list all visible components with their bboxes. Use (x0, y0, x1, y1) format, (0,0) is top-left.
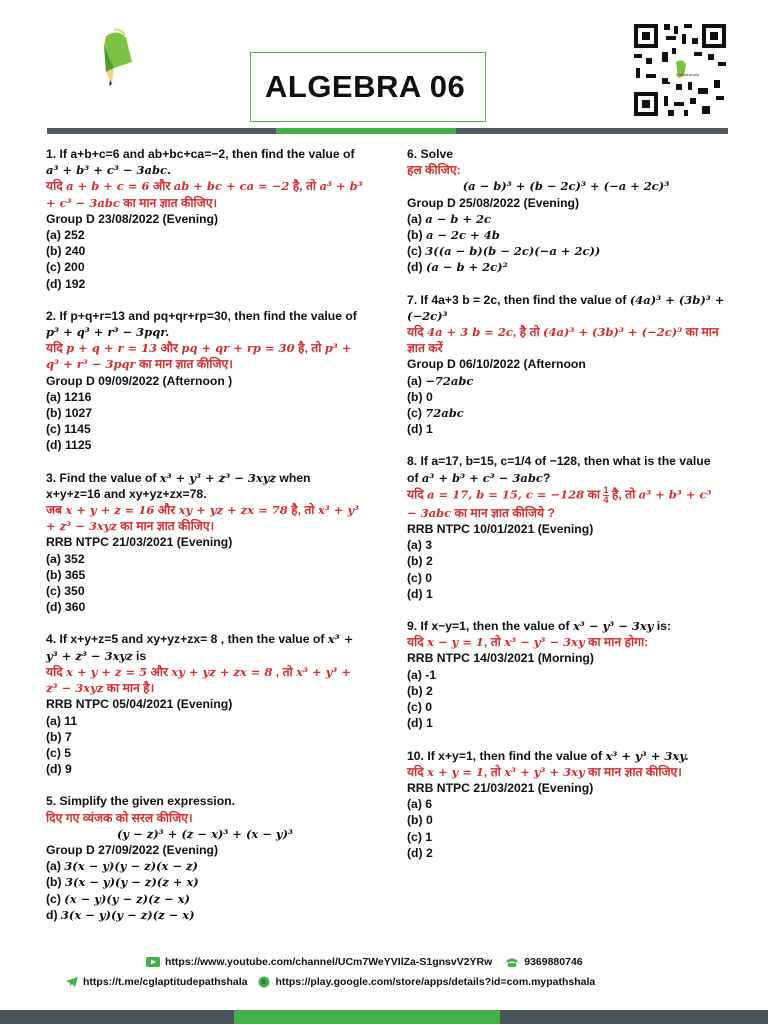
footer-line-2 (66, 976, 595, 988)
option: (d) 1125 (46, 438, 92, 453)
option: (a) 352 (46, 551, 85, 566)
exam-source: Group D 25/08/2022 (Evening) (407, 195, 580, 210)
qr-code-icon[interactable] (632, 22, 728, 118)
telegram-link[interactable]: https://t.me/cglaptitudepathshala (83, 976, 248, 988)
question-6 (407, 146, 725, 276)
footer-line-1 (146, 956, 583, 968)
question-text-en: 10. If x+y=1, then find the value of x³ + y³ + 3xy. (407, 748, 689, 763)
exam-source: RRB NTPC 14/03/2021 (Morning) (407, 651, 594, 666)
option: (c) 200 (46, 260, 85, 275)
globe-icon (258, 976, 270, 988)
option: (a) 3(x − y)(y − z)(x − z) (46, 859, 198, 874)
option: (d) 1 (407, 716, 433, 731)
telegram-icon (66, 977, 78, 987)
question-text-en: 6. Solve (407, 147, 454, 161)
youtube-icon (146, 957, 160, 967)
question-text-hi: यदि x + y = 1, तो x³ + y³ + 3xy का मान ज्ञात कीजिए। (407, 764, 682, 779)
option: (a) 1216 (46, 389, 92, 404)
question-text-hi: यदि a = 17, b = 15, c = −128 का $\frac{1}{4}$ है, तो a³ + b³ + c³ − 3abc का मान ज्ञात कीजिये ? (407, 484, 712, 520)
question-text-en: 4. If x+y+z=5 and xy+yz+zx= 8 , then the value of x³ + y³ + z³ − 3xyz is (46, 632, 354, 663)
question-text-en: 3. Find the value of x³ + y³ + z³ − 3xyz when x+y+z=16 and xy+yz+zx=78. (46, 470, 311, 501)
option: (c) 0 (407, 700, 433, 715)
option: (d) 360 (46, 600, 86, 615)
question-expression: (y − z)³ + (z − x)³ + (x − y)³ (116, 826, 294, 841)
fraction-one-fourth: $\frac{1}{4}$ (603, 484, 609, 505)
option: (d) 9 (46, 762, 72, 777)
option: (b) 2 (407, 554, 433, 569)
question-8 (407, 453, 725, 602)
question-text-en: 7. If 4a+3 b = 2c, then find the value of (4a)³ + (3b)³ + (−2c)³ (407, 292, 725, 323)
question-4 (46, 631, 364, 777)
option: (b) 3(x − y)(y − z)(z + x) (46, 875, 199, 890)
pencil-logo-icon (92, 28, 140, 92)
page-title: ALGEBRA 06 (265, 69, 466, 104)
option: (d) 1 (407, 422, 433, 437)
question-3 (46, 470, 364, 616)
exam-source: Group D 27/09/2022 (Evening) (46, 842, 219, 857)
option: (c) 1145 (46, 422, 91, 437)
option: (b) 7 (46, 729, 72, 744)
option: (a) 252 (46, 228, 85, 243)
question-9 (407, 618, 725, 731)
exam-source: RRB NTPC 21/03/2021 (Evening) (407, 780, 594, 795)
option: (b) 2 (407, 683, 433, 698)
option: (c) 72abc (407, 406, 464, 421)
question-text-en: 8. If a=17, b=15, c=1/4 of −128, then what is the value of a³ + b³ + c³ − 3abc? (407, 454, 711, 485)
left-column (46, 146, 364, 939)
phone-number[interactable]: 9369880746 (524, 956, 583, 968)
exam-source: Group D 09/09/2022 (Afternoon ) (46, 373, 233, 388)
option: (b) a − 2c + 4b (407, 228, 500, 243)
qr-caption: MyPathshala (676, 72, 700, 77)
right-column (407, 146, 725, 877)
option: (c) (x − y)(y − z)(z − x) (46, 891, 190, 906)
question-10 (407, 748, 725, 861)
question-text-en: 1. If a+b+c=6 and ab+bc+ca=−2, then find the value of a³ + b³ + c³ − 3abc. (46, 147, 355, 178)
question-7 (407, 292, 725, 438)
option: (a) -1 (407, 667, 437, 682)
question-text-hi: यदि a + b + c = 6 और ab + bc + ca = −2 है, तो a³ + b³ + c³ − 3abc का मान ज्ञात कीजिए। (46, 179, 363, 210)
phone-icon (505, 957, 519, 967)
option: (b) 0 (407, 389, 433, 404)
option: d) 3(x − y)(y − z)(z − x) (46, 907, 195, 922)
option: (b) 240 (46, 244, 86, 259)
question-text-en: 2. If p+q+r=13 and pq+qr+rp=30, then find the value of p³ + q³ + r³ − 3pqr. (46, 308, 357, 340)
exam-source: Group D 23/08/2022 (Evening) (46, 211, 219, 226)
question-1 (46, 146, 364, 292)
question-text-en: 5. Simplify the given expression. (46, 794, 235, 809)
exam-source: RRB NTPC 05/04/2021 (Evening) (46, 697, 233, 712)
option: (d) 192 (46, 276, 86, 291)
question-text-en: 9. If x−y=1, then the value of x³ − y³ − 3xy is: (407, 619, 672, 634)
header-divider-accent (276, 128, 456, 134)
option: (c) 5 (46, 745, 72, 760)
question-text-hi: हल कीजिए: (407, 163, 461, 178)
option: (d) 2 (407, 845, 433, 860)
footer-bar-accent (234, 1010, 500, 1024)
playstore-link[interactable]: https://play.google.com/store/apps/details?id=com.mypathshala (275, 976, 596, 988)
question-text-hi: दिए गए व्यंजक को सरल कीजिए। (46, 810, 193, 825)
question-text-hi: यदि p + q + r = 13 और pq + qr + rp = 30 है, तो p³ + q³ + r³ − 3pqr का मान ज्ञात कीजिए। (46, 341, 352, 372)
exam-source: Group D 06/10/2022 (Afternoon (407, 357, 586, 372)
exam-source: RRB NTPC 21/03/2021 (Evening) (46, 535, 233, 550)
option: (a) 3 (407, 538, 433, 553)
youtube-link[interactable]: https://www.youtube.com/channel/UCm7WeYVIlZa-S1gnsvV2YRw (165, 956, 493, 968)
option: (b) 365 (46, 567, 86, 582)
question-text-hi: यदि x − y = 1, तो x³ − y³ − 3xy का मान होगा: (407, 635, 649, 650)
option: (d) (a − b + 2c)² (407, 260, 508, 275)
option: (a) a − b + 2c (407, 211, 492, 226)
option: (c) 0 (407, 570, 433, 585)
option: (a) 11 (46, 713, 78, 728)
question-text-hi: जब x + y + z = 16 और xy + yz + zx = 78 है, तो x³ + y³ + z³ − 3xyz का मान ज्ञात कीजिए। (46, 503, 360, 534)
option: (c) 1 (407, 829, 433, 844)
question-text-hi: यदि x + y + z = 5 और xy + yz + zx = 8 , तो x³ + y³ + z³ − 3xyz का मान है। (46, 664, 351, 696)
option: (b) 0 (407, 813, 433, 828)
exam-source: RRB NTPC 10/01/2021 (Evening) (407, 522, 594, 537)
option: (a) −72abc (407, 373, 474, 388)
option: (b) 1027 (46, 406, 93, 421)
option: (c) 3((a − b)(b − 2c)(−a + 2c)) (407, 244, 601, 259)
option: (d) 1 (407, 586, 433, 601)
question-text-hi: यदि 4a + 3 b = 2c, है तो (4a)³ + (3b)³ + (−2c)³ का मान ज्ञात करें (407, 325, 719, 356)
question-expression: (a − b)³ + (b − 2c)³ + (−a + 2c)³ (462, 179, 670, 194)
option: (c) 350 (46, 584, 85, 599)
question-5 (46, 793, 364, 923)
question-2 (46, 308, 364, 454)
option: (a) 6 (407, 797, 433, 812)
title-box (250, 52, 486, 122)
